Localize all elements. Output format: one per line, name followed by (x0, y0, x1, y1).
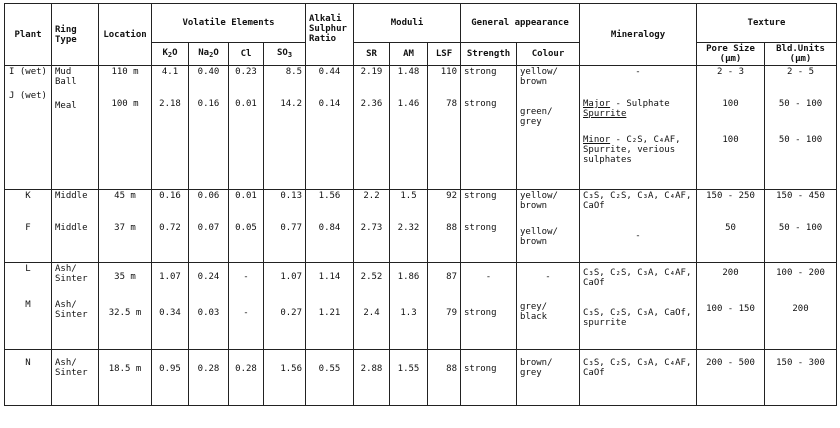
na2o-cell: 0.28 (189, 350, 229, 406)
alkali-ratio-cell: 0.44 0.14 (306, 66, 354, 190)
k2o-cell: 1.07 0.34 (152, 263, 189, 350)
bld-units-cell: 100 - 200 200 (765, 263, 837, 350)
header-ring-type: Ring Type (52, 4, 99, 66)
header-lsf: LSF (428, 43, 461, 66)
header-cl: Cl (229, 43, 264, 66)
location-cell: 18.5 m (99, 350, 152, 406)
bld-units-cell: 2 - 5 50 - 100 50 - 100 (765, 66, 837, 190)
so3-cell: 8.5 14.2 (264, 66, 306, 190)
kiln-ring-table (4, 3, 837, 406)
strength-cell: - strong (461, 263, 517, 350)
na2o-cell: 0.40 0.16 (189, 66, 229, 190)
na2o-cell: 0.06 0.07 (189, 190, 229, 263)
colour-cell: yellow/ brown yellow/ brown (517, 190, 580, 263)
plant-cell: K F (5, 190, 52, 263)
lsf-cell: 110 78 (428, 66, 461, 190)
plant-cell: N (5, 350, 52, 406)
data-sheet (4, 3, 836, 424)
alkali-ratio-cell: 1.14 1.21 (306, 263, 354, 350)
alkali-ratio-cell: 1.56 0.84 (306, 190, 354, 263)
cl-cell: 0.23 0.01 (229, 66, 264, 190)
header-sr: SR (354, 43, 390, 66)
mineralogy-cell: C₃S, C₂S, C₃A, C₄AF, CaOf (580, 350, 697, 406)
plant-cell: L M (5, 263, 52, 350)
lsf-cell: 92 88 (428, 190, 461, 263)
pore-size-cell: 200 100 - 150 (697, 263, 765, 350)
header-general-appearance: General appearance (461, 4, 580, 43)
strength-cell: strong strong (461, 190, 517, 263)
pore-size-cell: 2 - 3 100 100 (697, 66, 765, 190)
header-pore-size: Pore Size (µm) (697, 43, 765, 66)
sr-cell: 2.2 2.73 (354, 190, 390, 263)
mineralogy-cell: C₃S, C₂S, C₃A, C₄AF, CaOf - (580, 190, 697, 263)
mineralogy-cell: C₃S, C₂S, C₃A, C₄AF, CaOf C₃S, C₂S, C₃A, CaOf, spurrite (580, 263, 697, 350)
header-plant: Plant (5, 4, 52, 66)
strength-cell: strong strong (461, 66, 517, 190)
header-alkali-sulphur-ratio: Alkali Sulphur Ratio (306, 4, 354, 66)
alkali-ratio-cell: 0.55 (306, 350, 354, 406)
table-row (5, 190, 837, 263)
bld-units-cell: 150 - 300 (765, 350, 837, 406)
location-cell: 110 m 100 m (99, 66, 152, 190)
header-so3: $SO_3$ (264, 43, 306, 66)
header-na2o: $Na_2O$ (189, 43, 229, 66)
mineralogy-cell: - Major - Sulphate Spurrite Minor - C₂S, C₄AF, Spurrite, verious sulphates (580, 66, 697, 190)
location-cell: 35 m 32.5 m (99, 263, 152, 350)
lsf-cell: 88 (428, 350, 461, 406)
header-volatile-elements: Volatile Elements (152, 4, 306, 43)
table-row (5, 263, 837, 350)
so3-cell: 0.13 0.77 (264, 190, 306, 263)
ring-type-cell: Ash/ Sinter (52, 350, 99, 406)
am-cell: 1.5 2.32 (390, 190, 428, 263)
header-strength: Strength (461, 43, 517, 66)
cl-cell: 0.28 (229, 350, 264, 406)
plant-cell: I (wet) J (wet) (5, 66, 52, 190)
sr-cell: 2.52 2.4 (354, 263, 390, 350)
header-mineralogy: Mineralogy (580, 4, 697, 66)
na2o-cell: 0.24 0.03 (189, 263, 229, 350)
so3-cell: 1.56 (264, 350, 306, 406)
k2o-cell: 0.95 (152, 350, 189, 406)
ring-type-cell: Ash/ Sinter Ash/ Sinter (52, 263, 99, 350)
lsf-cell: 87 79 (428, 263, 461, 350)
colour-cell: brown/ grey (517, 350, 580, 406)
colour-cell: - grey/ black (517, 263, 580, 350)
k2o-cell: 0.16 0.72 (152, 190, 189, 263)
bld-units-cell: 150 - 450 50 - 100 (765, 190, 837, 263)
so3-cell: 1.07 0.27 (264, 263, 306, 350)
sr-cell: 2.19 2.36 (354, 66, 390, 190)
am-cell: 1.48 1.46 (390, 66, 428, 190)
location-cell: 45 m 37 m (99, 190, 152, 263)
header-bld-units: Bld.Units (µm) (765, 43, 837, 66)
pore-size-cell: 150 - 250 50 (697, 190, 765, 263)
sr-cell: 2.88 (354, 350, 390, 406)
header-colour: Colour (517, 43, 580, 66)
colour-cell: yellow/ brown green/ grey (517, 66, 580, 190)
header-k2o: $K_2O$ (152, 43, 189, 66)
header-location: Location (99, 4, 152, 66)
am-cell: 1.55 (390, 350, 428, 406)
header-moduli: Moduli (354, 4, 461, 43)
header-am: AM (390, 43, 428, 66)
ring-type-cell: Mud Ball Meal (52, 66, 99, 190)
cl-cell: 0.01 0.05 (229, 190, 264, 263)
am-cell: 1.86 1.3 (390, 263, 428, 350)
pore-size-cell: 200 - 500 (697, 350, 765, 406)
cl-cell: - - (229, 263, 264, 350)
strength-cell: strong (461, 350, 517, 406)
table-row (5, 350, 837, 406)
k2o-cell: 4.1 2.18 (152, 66, 189, 190)
header-texture: Texture (697, 4, 837, 43)
ring-type-cell: Middle Middle (52, 190, 99, 263)
table-row (5, 66, 837, 190)
